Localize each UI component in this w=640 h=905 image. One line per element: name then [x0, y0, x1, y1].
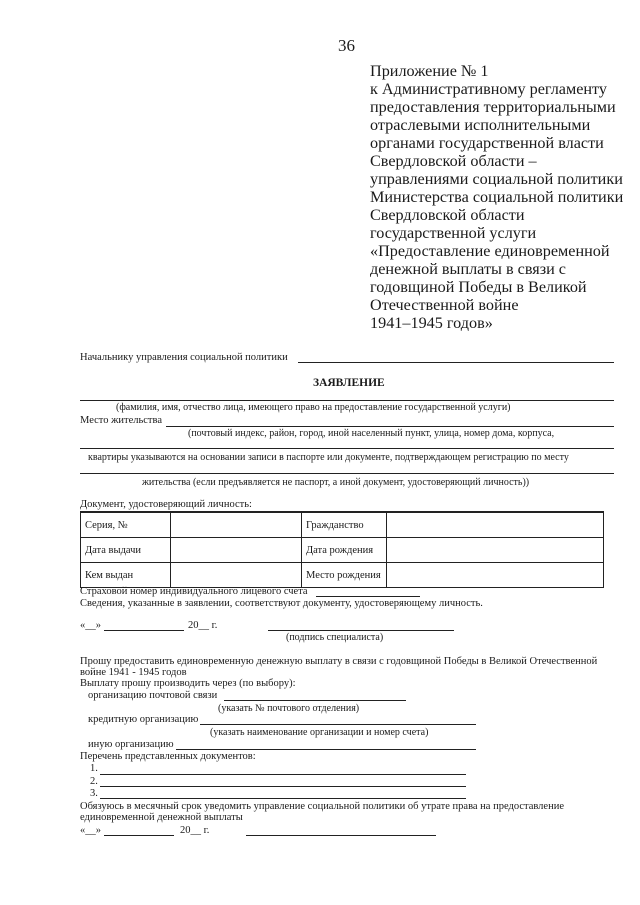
birth-date-label: Дата рождения — [302, 538, 387, 563]
post-office-caption: (указать № почтового отделения) — [218, 703, 360, 714]
applicant-date-day: «__» — [80, 825, 101, 836]
request-text-line1: Прошу предоставить единовременную денежную выплату в связи с годовщиной Победы в Великой Отечественной — [80, 656, 598, 667]
appendix-line: Приложение № 1 — [370, 62, 489, 80]
appendix-line: государственной услуги — [370, 224, 537, 242]
applicant-signature-field[interactable] — [246, 835, 436, 836]
applicant-date-month-field[interactable] — [104, 835, 174, 836]
obligation-text-line2: единовременной денежной выплаты — [80, 812, 243, 823]
appendix-line: предоставления территориальными — [370, 98, 616, 116]
issue-date-value[interactable] — [171, 538, 302, 563]
table-row — [81, 563, 604, 588]
table-row — [81, 538, 604, 563]
obligation-text-line1: Обязуюсь в месячный срок уведомить управление социальной политики об утрате права на предоставление — [80, 801, 564, 812]
addressee-label: Начальнику управления социальной политики — [80, 352, 288, 363]
appendix-line: 1941–1945 годов» — [370, 314, 493, 332]
option-post-label: организацию почтовой связи — [88, 690, 218, 701]
birth-date-value[interactable] — [387, 538, 604, 563]
issued-by-value[interactable] — [171, 563, 302, 588]
specialist-signature-field[interactable] — [268, 630, 454, 631]
appendix-line: Свердловской области – — [370, 152, 537, 170]
date-year: 20__ г. — [188, 620, 218, 631]
citizenship-value[interactable] — [387, 513, 604, 538]
appendix-line: Свердловской области — [370, 206, 525, 224]
snils-label: Страховой номер индивидуального лицевого счета — [80, 586, 308, 597]
form-title: ЗАЯВЛЕНИЕ — [313, 377, 385, 389]
verification-text: Сведения, указанные в заявлении, соответствуют документу, удостоверяющему личность. — [80, 598, 483, 609]
series-number-label: Серия, № — [81, 513, 171, 538]
date-month-field[interactable] — [104, 630, 184, 631]
residence-caption-2: квартиры указываются на основании записи в паспорте или документе, подтверждающем регистрацию по месту — [88, 452, 569, 463]
specialist-caption: (подпись специалиста) — [286, 632, 384, 643]
appendix-line: управлениями социальной политики — [370, 170, 623, 188]
birth-place-value[interactable] — [387, 563, 604, 588]
document-item-number: 3. — [90, 788, 98, 799]
appendix-header — [370, 62, 623, 332]
issue-date-label: Дата выдачи — [81, 538, 171, 563]
appendix-line: к Административному регламенту — [370, 80, 608, 98]
payment-method-label: Выплату прошу производить через (по выбору): — [80, 678, 296, 689]
birth-place-label: Место рождения — [302, 563, 387, 588]
document-item-field[interactable] — [100, 774, 466, 775]
option-other-label: иную организацию — [88, 739, 174, 750]
snils-field[interactable] — [316, 596, 420, 597]
name-caption: (фамилия, имя, отчество лица, имеющего право на предоставление государственной услуги) — [116, 402, 511, 413]
appendix-line: Отечественной войне — [370, 296, 519, 314]
table-row — [81, 513, 604, 538]
residence-label: Место жительства — [80, 415, 162, 426]
appendix-line: отраслевыми исполнительными — [370, 116, 591, 134]
appendix-line: органами государственной власти — [370, 134, 604, 152]
document-item-field[interactable] — [100, 798, 466, 799]
issued-by-label: Кем выдан — [81, 563, 171, 588]
addressee-field[interactable] — [298, 362, 614, 363]
document-item-number: 1. — [90, 763, 98, 774]
id-document-label: Документ, удостоверяющий личность: — [80, 499, 252, 510]
residence-caption-3: жительства (если предъявляется не паспорт, а иной документ, удостоверяющий личность)) — [142, 477, 530, 488]
appendix-line: годовщиной Победы в Великой — [370, 278, 587, 296]
document-item-number: 2. — [90, 776, 98, 787]
request-text-line2: войне 1941 - 1945 годов — [80, 667, 187, 678]
appendix-line: «Предоставление единовременной — [370, 242, 610, 260]
id-document-table — [80, 512, 604, 588]
other-organization-field[interactable] — [176, 749, 476, 750]
citizenship-label: Гражданство — [302, 513, 387, 538]
applicant-date-year: 20__ г. — [180, 825, 210, 836]
applicant-name-field[interactable] — [80, 400, 614, 401]
date-day: «__» — [80, 620, 101, 631]
residence-caption: (почтовый индекс, район, город, иной населенный пункт, улица, номер дома, корпуса, — [188, 428, 555, 439]
appendix-line: Министерства социальной политики — [370, 188, 624, 206]
option-credit-label: кредитную организацию — [88, 714, 199, 725]
credit-organization-caption: (указать наименование организации и номер счета) — [210, 727, 429, 738]
documents-list-label: Перечень представленных документов: — [80, 751, 256, 762]
document-item-field[interactable] — [100, 786, 466, 787]
post-office-field[interactable] — [224, 700, 406, 701]
residence-field[interactable] — [166, 426, 614, 427]
appendix-line: денежной выплаты в связи с — [370, 260, 566, 278]
series-number-value[interactable] — [171, 513, 302, 538]
credit-organization-field[interactable] — [200, 724, 476, 725]
page-number: 36 — [338, 36, 355, 55]
residence-field-line2[interactable] — [80, 448, 614, 449]
residence-field-line3[interactable] — [80, 473, 614, 474]
